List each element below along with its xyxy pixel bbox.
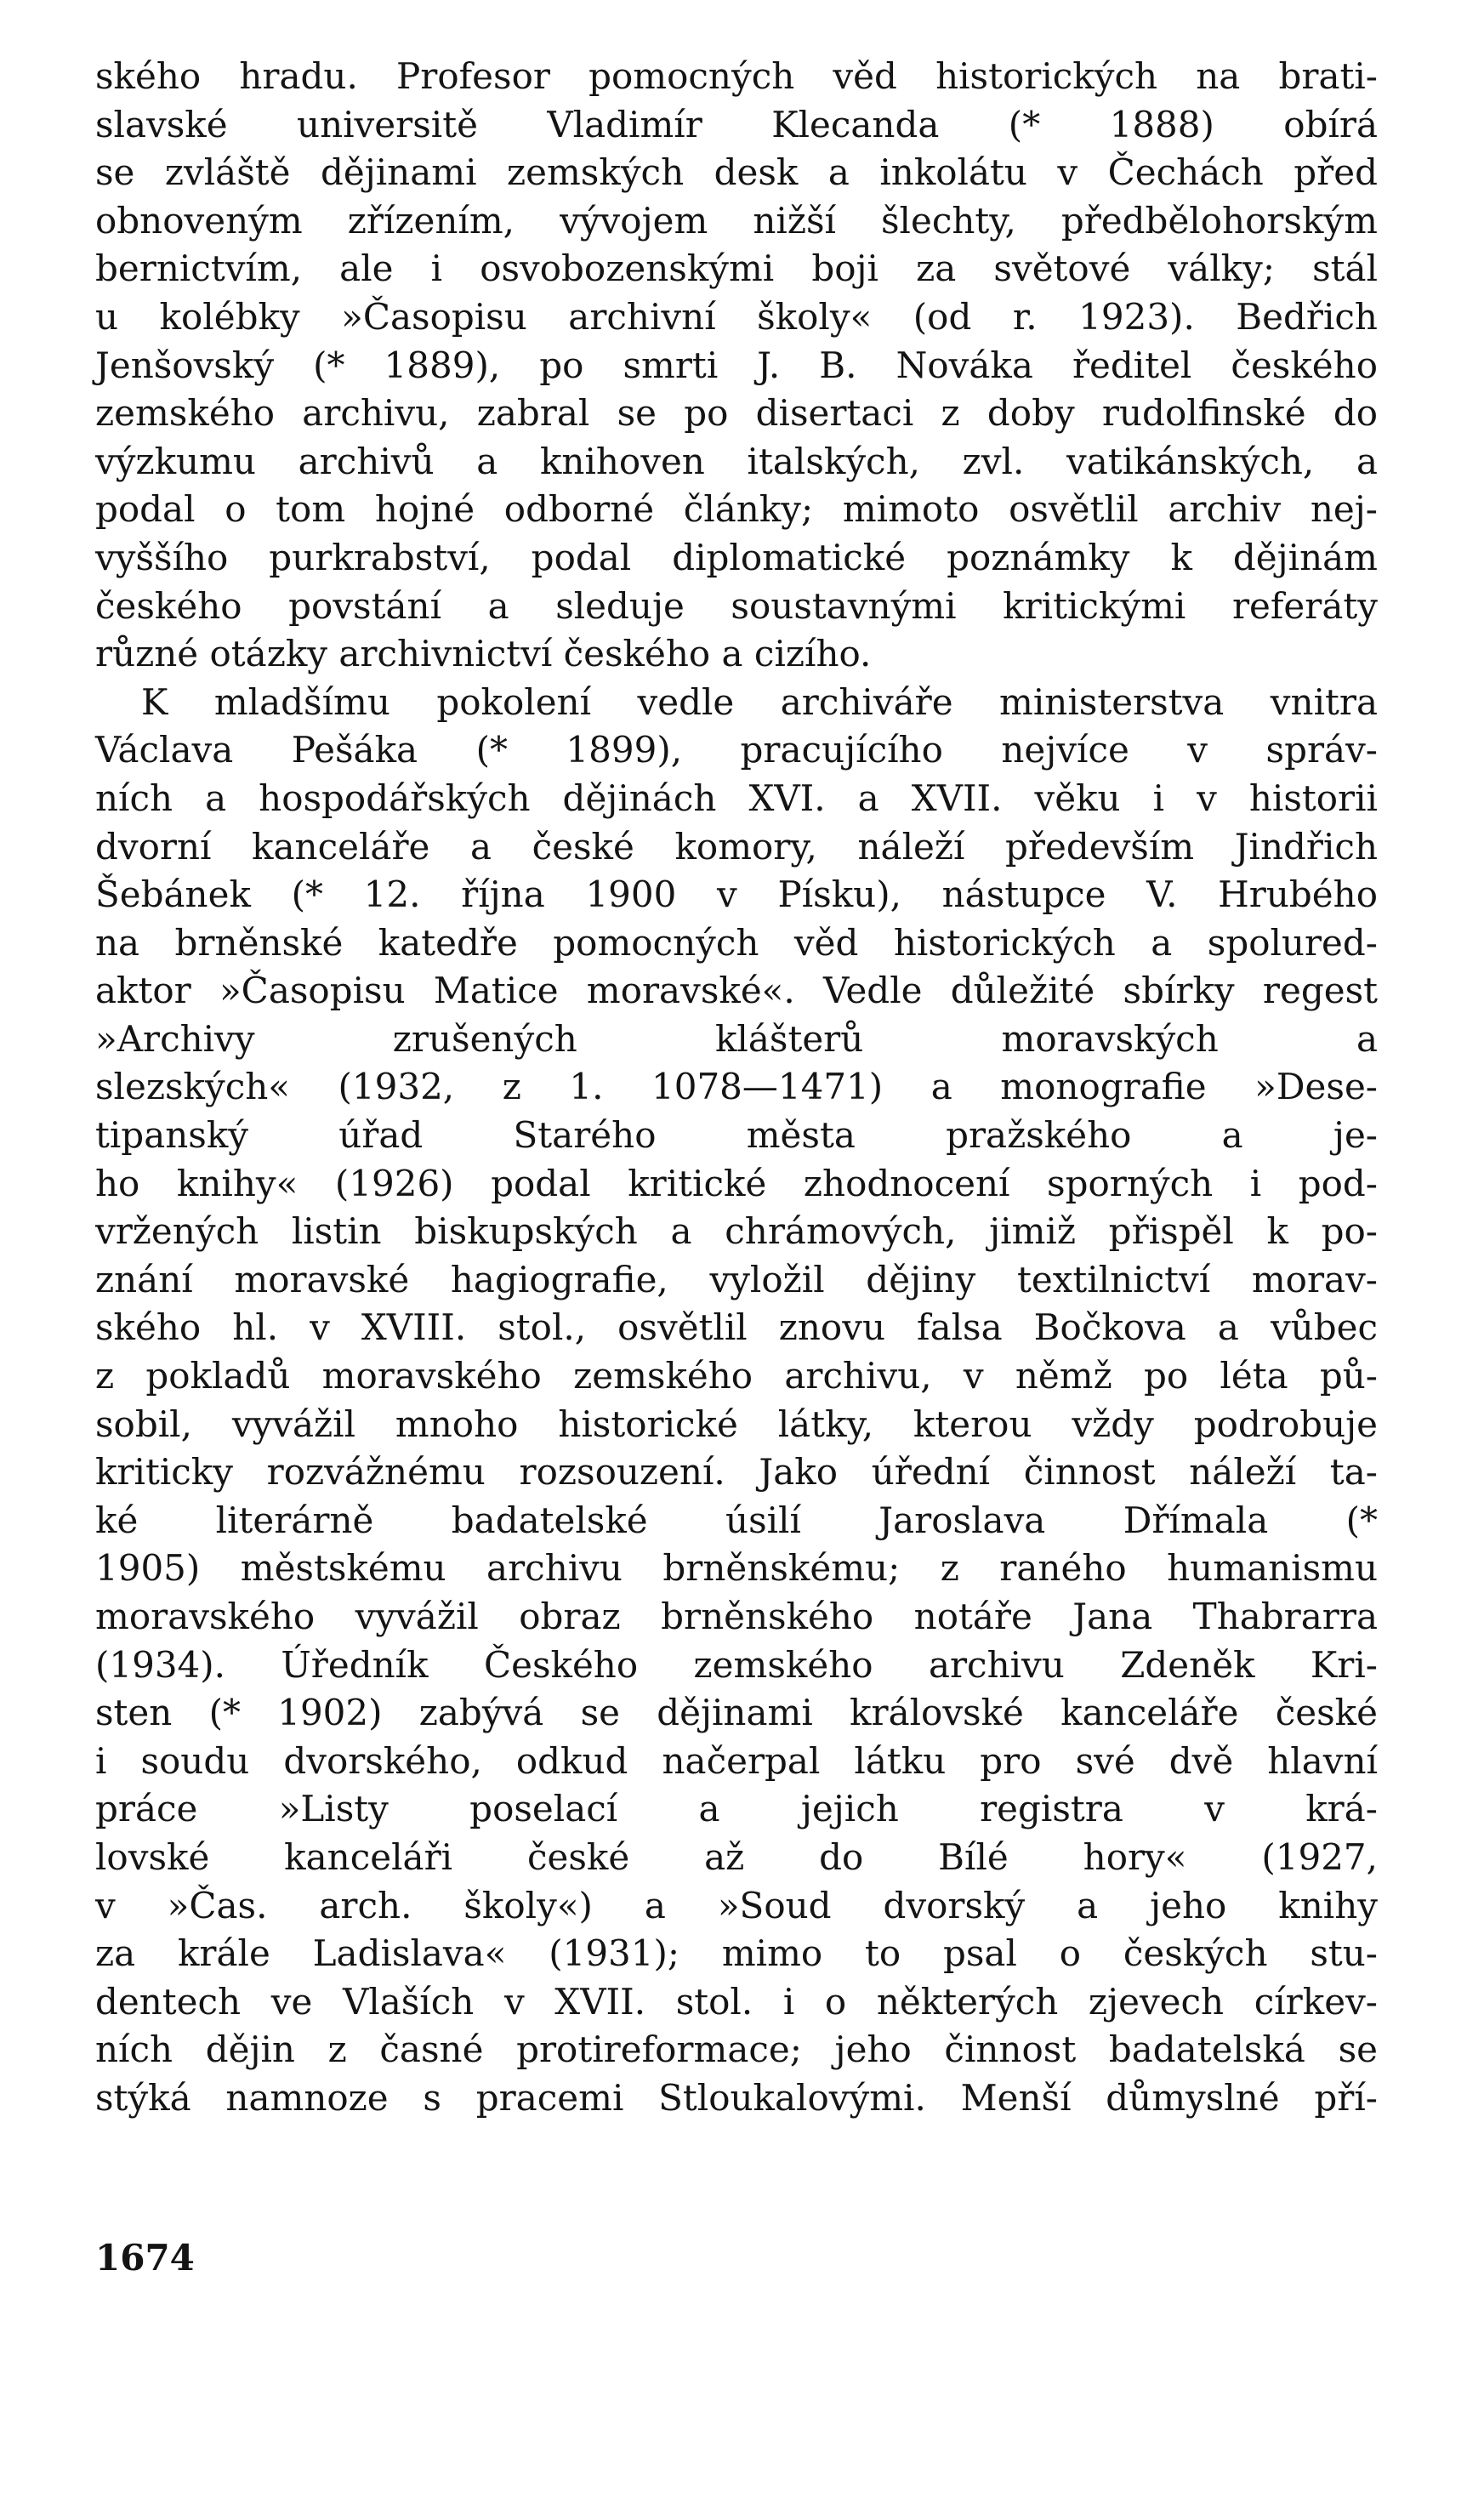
text-line: ních a hospodářských dějinách XVI. a XVII. věku i v historii — [95, 777, 1378, 819]
text-line: Šebánek (* 12. října 1900 v Písku), nástupce V. Hrubého — [95, 873, 1378, 916]
text-line: vyššího purkrabství, podal diplomatické poznámky k dějinám — [95, 536, 1378, 578]
text-line: bernictvím, ale i osvobozenskými boji za světové války; stál — [95, 248, 1378, 290]
text-line: vržených listin biskupských a chrámových, jimiž přispěl k po- — [95, 1210, 1378, 1253]
text-line: »Archivy zrušených klášterů moravských a — [95, 1017, 1378, 1060]
text-line: českého povstání a sleduje soustavnými kritickými referáty — [95, 584, 1378, 627]
text-line: (1934). Úředník Českého zemského archivu Zdeněk Kri- — [95, 1643, 1378, 1686]
text-line: i soudu dvorského, odkud načerpal látku pro své dvě hlavní — [95, 1739, 1378, 1782]
text-line: Jenšovský (* 1889), po smrti J. B. Nováka ředitel českého — [95, 344, 1378, 386]
text-line: aktor »Časopisu Matice moravské«. Vedle důležité sbírky regest — [95, 970, 1378, 1012]
text-line: za krále Ladislava« (1931); mimo to psal o českých stu- — [95, 1932, 1378, 1975]
text-line: slavské universitě Vladimír Klecanda (* 1888) obírá — [95, 103, 1378, 145]
text-line: slezských« (1932, z 1. 1078—1471) a monografie »Dese- — [95, 1066, 1378, 1108]
text-line: moravského vyvážil obraz brněnského notáře Jana Thabrarra — [95, 1596, 1378, 1637]
text-line: ních dějin z časné protireformace; jeho činnost badatelská se — [95, 2029, 1378, 2071]
text-line: Václava Pešáka (* 1899), pracujícího nejvíce v správ- — [95, 729, 1378, 771]
text-line: ké literárně badatelské úsilí Jaroslava Dřímala (* — [95, 1499, 1378, 1541]
text-line: z pokladů moravského zemského archivu, v němž po léta pů- — [95, 1355, 1378, 1397]
text-line: na brněnské katedře pomocných věd historických a spolured- — [95, 921, 1378, 964]
text-line: stýká namnoze s pracemi Stloukalovými. Menší důmyslné pří- — [95, 2076, 1378, 2119]
text-line: ho knihy« (1926) podal kritické zhodnocení sporných i pod- — [95, 1162, 1378, 1204]
text-line: 1905) městskému archivu brněnskému; z raného humanismu — [95, 1547, 1378, 1590]
text-line: kriticky rozvážnému rozsouzení. Jako úřední činnost náleží ta- — [95, 1451, 1378, 1494]
text-line: se zvláště dějinami zemských desk a inkolátu v Čechách před — [95, 151, 1378, 194]
text-line: dentech ve Vlaších v XVII. stol. i o některých zjevech církev- — [95, 1980, 1378, 2023]
book-page — [95, 53, 1378, 2123]
text-line: znání moravské hagiografie, vyložil dějiny textilnictví morav- — [95, 1258, 1378, 1300]
text-line: sten (* 1902) zabývá se dějinami královské kanceláře české — [95, 1692, 1378, 1734]
text-line: dvorní kanceláře a české komory, náleží především Jindřich — [95, 825, 1378, 868]
text-line: v »Čas. arch. školy«) a »Soud dvorský a jeho knihy — [95, 1884, 1378, 1926]
text-line: tipanský úřad Starého města pražského a je- — [95, 1114, 1378, 1157]
paragraph-start-line: K mladšímu pokolení vedle archiváře ministerstva vnitra — [141, 680, 1378, 723]
page-number: 1674 — [95, 2237, 195, 2279]
text-line: ského hradu. Profesor pomocných věd historických na brati- — [95, 55, 1378, 97]
text-line: obnoveným zřízením, vývojem nižší šlechty, předbělohorským — [95, 199, 1378, 242]
paragraph-end-line: různé otázky archivnictví českého a cizího. — [95, 633, 872, 675]
text-line: lovské kanceláři české až do Bílé hory« (1927, — [95, 1835, 1378, 1878]
text-line: ského hl. v XVIII. stol., osvětlil znovu falsa Bočkova a vůbec — [95, 1306, 1378, 1349]
text-line: práce »Listy poselací a jejich registra v krá- — [95, 1788, 1378, 1830]
text-line: u kolébky »Časopisu archivní školy« (od r. 1923). Bedřich — [95, 295, 1378, 338]
text-line: podal o tom hojné odborné články; mimoto osvětlil archiv nej- — [95, 488, 1378, 531]
body-text — [95, 53, 1378, 2123]
text-line: zemského archivu, zabral se po disertaci z doby rudolfinské do — [95, 392, 1378, 435]
text-line: výzkumu archivů a knihoven italských, zvl. vatikánských, a — [95, 440, 1378, 482]
text-line: sobil, vyvážil mnoho historické látky, kterou vždy podrobuje — [95, 1403, 1378, 1445]
